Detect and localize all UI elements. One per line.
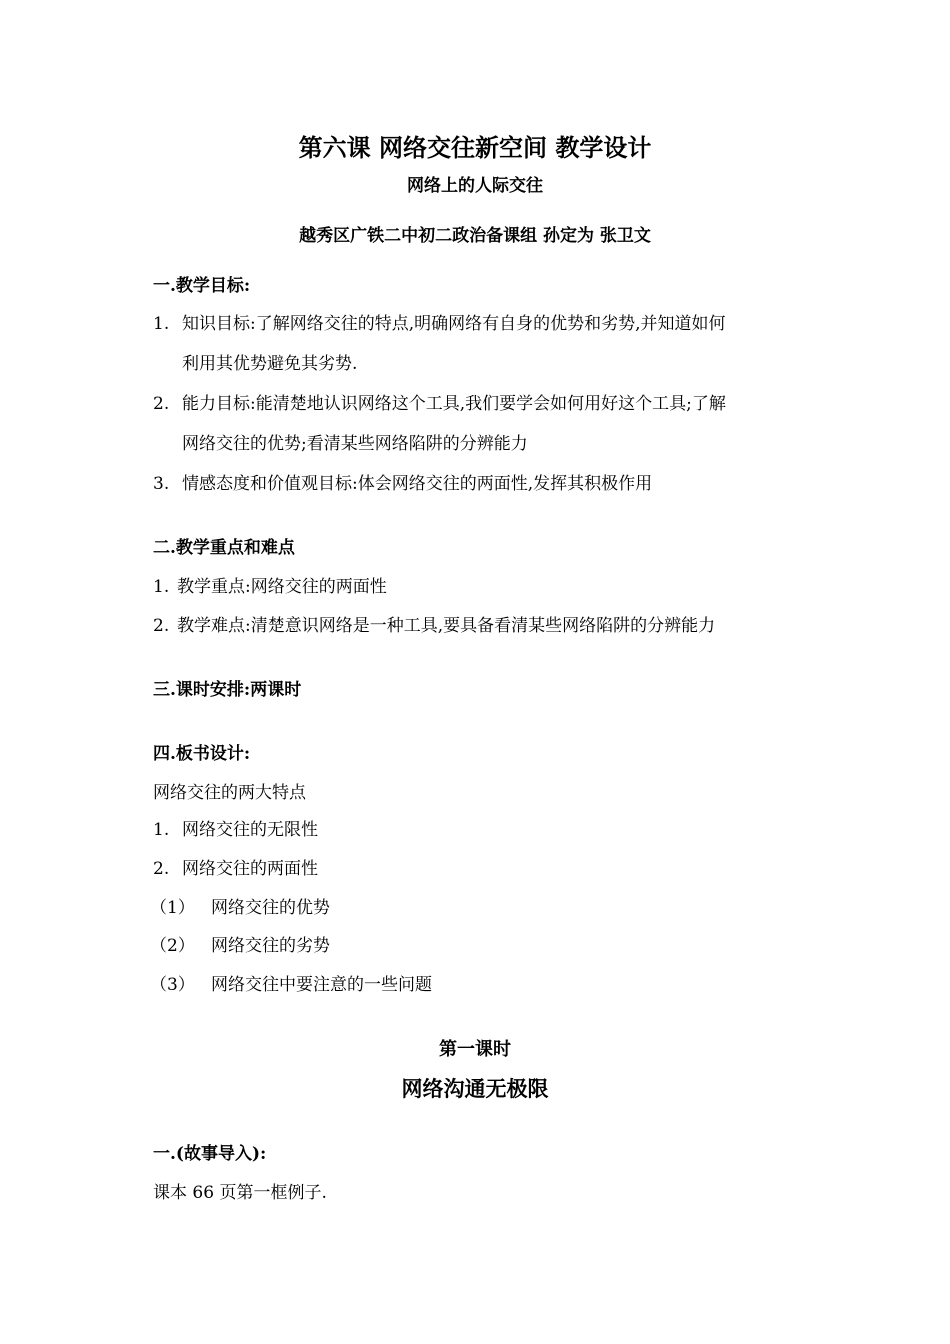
lesson-title: 网络沟通无极限 (401, 1076, 549, 1101)
section-heading-schedule: 三.课时安排:两课时 (153, 680, 302, 700)
goal-item-text: 知识目标:了解网络交往的特点,明确网络有自身的优势和劣势,并知道如何 (182, 314, 726, 334)
goal-item-number: 1. (153, 314, 170, 334)
board-item-text: 网络交往的无限性 (182, 820, 318, 840)
section-heading-goals: 一.教学目标: (153, 276, 251, 296)
board-subitem-number: （3） (150, 975, 195, 995)
document-title: 第六课 网络交往新空间 教学设计 (298, 133, 652, 162)
key-point-number: 2. (153, 616, 170, 636)
document-subtitle: 网络上的人际交往 (407, 176, 543, 196)
board-item-text: 网络交往的两面性 (182, 859, 318, 879)
key-point-text: 教学难点:清楚意识网络是一种工具,要具备看清某些网络陷阱的分辨能力 (177, 616, 716, 636)
board-subitem-number: （1） (150, 898, 195, 918)
goal-item-text: 情感态度和价值观目标:体会网络交往的两面性,发挥其积极作用 (182, 474, 653, 494)
key-point-number: 1. (153, 577, 170, 597)
board-subitem-text: 网络交往的优势 (211, 898, 330, 918)
board-item-number: 1. (153, 820, 170, 840)
board-item-number: 2. (153, 859, 170, 879)
section-heading-story: 一.(故事导入): (153, 1144, 267, 1164)
goal-item-text: 能力目标:能清楚地认识网络这个工具,我们要学会如何用好这个工具;了解 (182, 394, 726, 414)
goal-item-number: 2. (153, 394, 170, 414)
goal-item-text-continued: 利用其优势避免其劣势. (182, 354, 358, 374)
section-heading-board: 四.板书设计: (153, 744, 251, 764)
lesson-heading: 第一课时 (439, 1039, 511, 1060)
story-text: 课本 66 页第一框例子. (153, 1183, 327, 1203)
board-intro: 网络交往的两大特点 (153, 783, 306, 803)
key-point-text: 教学重点:网络交往的两面性 (177, 577, 387, 597)
board-subitem-text: 网络交往的劣势 (211, 936, 330, 956)
goal-item-number: 3. (153, 474, 170, 494)
section-heading-key-points: 二.教学重点和难点 (153, 538, 295, 558)
document-authors: 越秀区广铁二中初二政治备课组 孙定为 张卫文 (299, 226, 651, 246)
board-subitem-text: 网络交往中要注意的一些问题 (211, 975, 432, 995)
goal-item-text-continued: 网络交往的优势;看清某些网络陷阱的分辨能力 (182, 434, 528, 454)
board-subitem-number: （2） (150, 936, 195, 956)
